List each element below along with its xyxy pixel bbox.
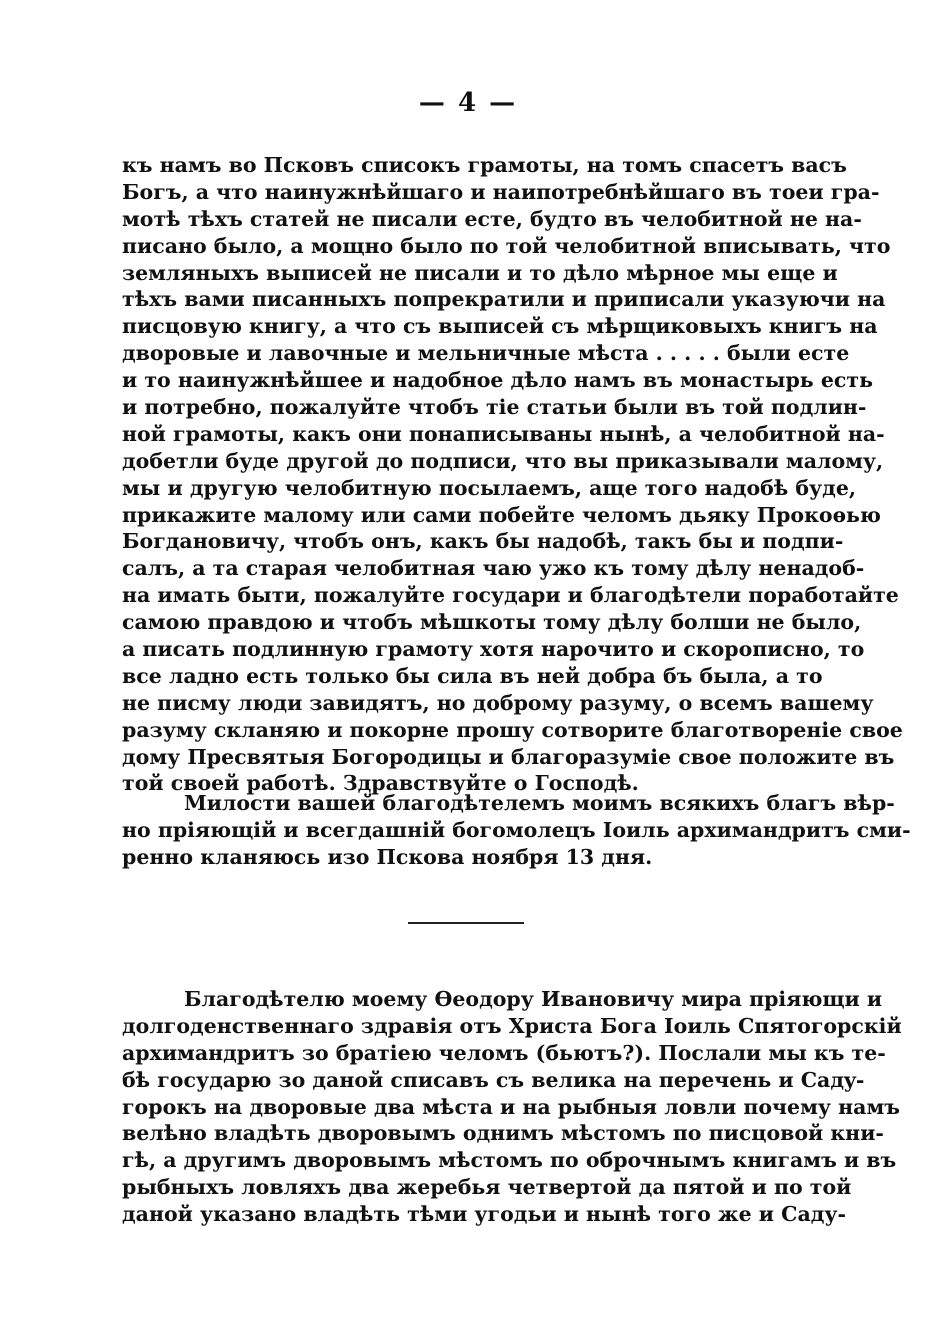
text-line: горокъ на дворовые два мѣста и на рыбныя ловли почему намъ xyxy=(122,1094,900,1119)
text-line: не писму люди завидятъ, но доброму разуму, о всемъ вашему xyxy=(122,690,874,715)
text-line: тѣхъ вами писанныхъ попрекратили и приписали указуючи на xyxy=(122,287,886,312)
text-line: дому Пресвятыя Богородицы и благоразуміе свое положите въ xyxy=(122,744,895,769)
section-divider xyxy=(408,922,524,924)
second-letter-body xyxy=(122,986,902,1228)
text-line: Милости вашей благодѣтелемъ моимъ всякихъ благъ вѣр- xyxy=(184,791,895,815)
text-line: прикажите малому или сами побейте челомъ дьяку Прокоѳью xyxy=(122,502,881,527)
text-line: писцовую книгу, а что съ выписей съ мѣрщиковыхъ книгъ на xyxy=(122,314,878,339)
text-line: но пріяющій и всегдашній богомолецъ Іоиль архимандритъ сми- xyxy=(122,817,911,842)
text-line: долгоденственнаго здравія отъ Христа Бога Іоиль Спятогорскій xyxy=(122,1013,902,1038)
text-line: даной указано владѣть тѣми угодьи и нынѣ того же и Саду- xyxy=(122,1202,847,1227)
text-line: ренно кланяюсь изо Пскова ноября 13 дня. xyxy=(122,844,653,869)
text-line: Богдановичу, чтобъ онъ, какъ бы надобѣ, такъ бы и подпи- xyxy=(122,529,844,554)
text-line: добетли буде другой до подписи, что вы приказывали малому, xyxy=(122,448,884,473)
page-number: — 4 — xyxy=(418,88,518,118)
text-line: той своей работѣ. Здравствуйте о Господѣ. xyxy=(122,771,639,796)
text-line: все ладно есть только бы сила въ ней добра бъ была, а то xyxy=(122,663,823,688)
text-line: и то наинужнѣйшее и надобное дѣло намъ въ монастырь есть xyxy=(122,368,873,393)
text-line: Благодѣтелю моему Ѳеодору Ивановичу мира пріяющи и xyxy=(184,987,883,1011)
text-line: мы и другую челобитную посылаемъ, аще того надобѣ буде, xyxy=(122,475,857,500)
text-line: велѣно владѣть дворовымъ однимъ мѣстомъ по писцовой кни- xyxy=(122,1121,884,1146)
text-line: дворовые и лавочные и мельничные мѣста . . . . . были есте xyxy=(122,341,850,366)
text-line: рыбныхъ ловляхъ два жеребья четвертой да пятой и по той xyxy=(122,1175,852,1200)
text-line: къ намъ во Псковъ списокъ грамоты, на томъ спасетъ васъ xyxy=(122,153,847,177)
text-line: самою правдою и чтобъ мѣшкоты тому дѣлу болши не было, xyxy=(122,610,862,635)
text-line: а писать подлинную грамоту хотя нарочито и скорописно, то xyxy=(122,637,865,662)
text-line: мотѣ тѣхъ статей не писали есте, будто въ челобитной не на- xyxy=(122,206,862,231)
text-line: на имать быти, пожалуйте государи и благодѣтели поработайте xyxy=(122,583,899,608)
text-line: ной грамоты, какъ они понаписываны нынѣ, а челобитной на- xyxy=(122,421,885,446)
text-line: Богъ, а что наинужнѣйшаго и наипотребнѣйшаго въ тоеи гра- xyxy=(122,179,880,204)
text-line: писано было, а мощно было по той челобитной вписывать, что xyxy=(122,233,891,258)
text-line: бѣ государю зо даной списавъ съ велика на перечень и Садy- xyxy=(122,1067,865,1092)
text-line: гѣ, а другимъ дворовымъ мѣстомъ по оброчнымъ книгамъ и въ xyxy=(122,1148,897,1173)
text-line: разуму скланяю и покорне прошу сотворите благотвореніе свое xyxy=(122,717,903,742)
text-line: салъ, а та старая челобитная чаю ужо къ тому дѣлу ненадоб- xyxy=(122,556,865,581)
letter-body xyxy=(122,152,903,797)
text-line: и потребно, пожалуйте чтобъ тіе статьи были въ той подлин- xyxy=(122,395,867,420)
text-line: земляныхъ выписей не писали и то дѣло мѣрное мы еще и xyxy=(122,260,838,285)
letter-signature xyxy=(122,790,911,871)
text-line: архимандритъ зо братіею челомъ (бьютъ?). Послали мы къ те- xyxy=(122,1040,886,1065)
